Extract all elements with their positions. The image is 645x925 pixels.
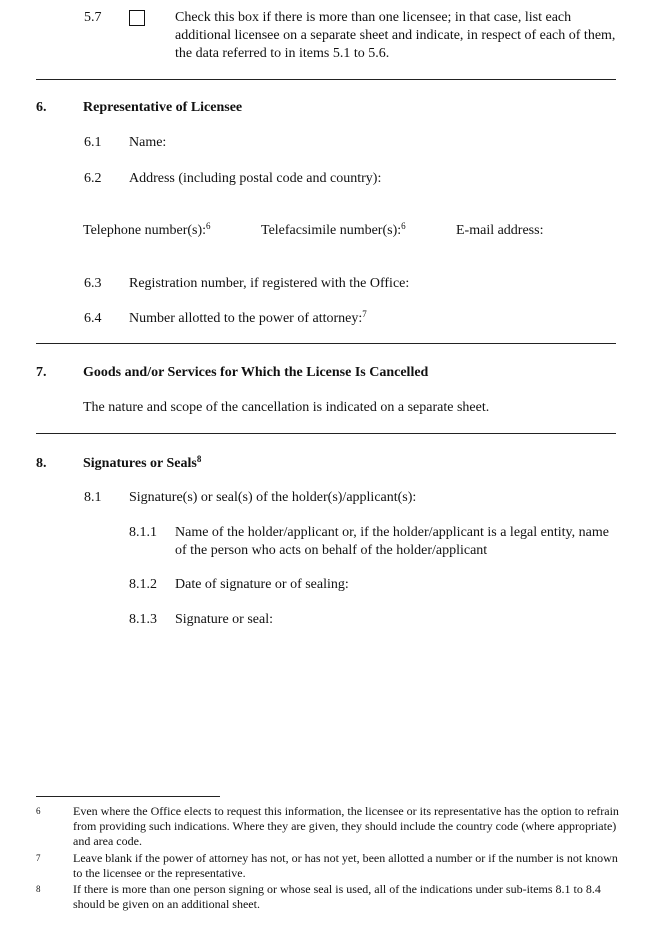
section-divider <box>36 433 616 434</box>
item-6-3-number: 6.3 <box>84 276 102 291</box>
item-6-3-text: Registration number, if registered with the Office: <box>129 276 410 291</box>
item-8-1-text: Signature(s) or seal(s) of the holder(s)/applicant(s): <box>129 490 417 505</box>
footnote-separator <box>36 796 220 797</box>
item-6-1-text: Name: <box>129 135 167 150</box>
item-6-1-number: 6.1 <box>84 135 102 150</box>
item-8-1-1-number: 8.1.1 <box>129 525 157 540</box>
fax-label: Telefacsimile number(s):$^6$ <box>261 221 406 238</box>
section-8-title: Signatures or Seals$^8$ <box>83 454 202 471</box>
item-8-1-3-number: 8.1.3 <box>129 612 157 627</box>
footnote-6-text: Even where the Office elects to request this information, the licensee or its representative has the option to refrain from providing such indications. Where they are given, they should include the country code (where appropriate) and area code. <box>73 804 619 848</box>
item-6-2-number: 6.2 <box>84 171 102 186</box>
section-divider <box>36 343 616 344</box>
item-5-7-text: Check this box if there is more than one licensee; in that case, list each additional licensee on a separate sheet and indicate, in respect of each of them, the data referred to in items 5.1 to 5.6. <box>175 10 616 61</box>
footnote-6-number: 6 <box>36 806 41 816</box>
item-6-4-number: 6.4 <box>84 311 102 326</box>
footnote-ref-7: 7 <box>362 309 367 319</box>
item-8-1-2-number: 8.1.2 <box>129 577 157 592</box>
item-6-4-text: Number allotted to the power of attorney:$^7$ <box>129 309 367 326</box>
item-5-7-number: 5.7 <box>84 10 102 25</box>
telephone-label: Telephone number(s):$^6$ <box>83 221 211 238</box>
multiple-licensees-checkbox[interactable] <box>129 10 145 26</box>
footnote-7-number: 7 <box>36 853 41 863</box>
footnote-7-text: Leave blank if the power of attorney has not, or has not yet, been allotted a number or if the number is not known to the licensee or the representative. <box>73 851 618 880</box>
item-8-1-1-text: Name of the holder/applicant or, if the holder/applicant is a legal entity, name of the person who acts on behalf of the holder/applicant <box>175 525 609 558</box>
section-7-text: The nature and scope of the cancellation is indicated on a separate sheet. <box>83 400 490 415</box>
footnote-8-number: 8 <box>36 884 41 894</box>
section-7-number: 7. <box>36 365 47 380</box>
section-8-number: 8. <box>36 456 47 471</box>
section-6-number: 6. <box>36 100 47 115</box>
section-6-title: Representative of Licensee <box>83 100 243 115</box>
item-6-2-text: Address (including postal code and country): <box>129 171 382 186</box>
item-8-1-number: 8.1 <box>84 490 102 505</box>
footnote-ref-6: 6 <box>206 221 211 231</box>
section-divider <box>36 79 616 80</box>
footnote-ref-6: 6 <box>401 221 406 231</box>
item-8-1-3-text: Signature or seal: <box>175 612 273 627</box>
footnote-ref-8: 8 <box>196 454 202 464</box>
email-label: E-mail address: <box>456 223 544 238</box>
section-7-title: Goods and/or Services for Which the License Is Cancelled <box>83 365 429 380</box>
footnote-8-text: If there is more than one person signing or whose seal is used, all of the indications under sub-items 8.1 to 8.4 should be given on an additional sheet. <box>73 882 601 911</box>
item-8-1-2-text: Date of signature or of sealing: <box>175 577 349 592</box>
